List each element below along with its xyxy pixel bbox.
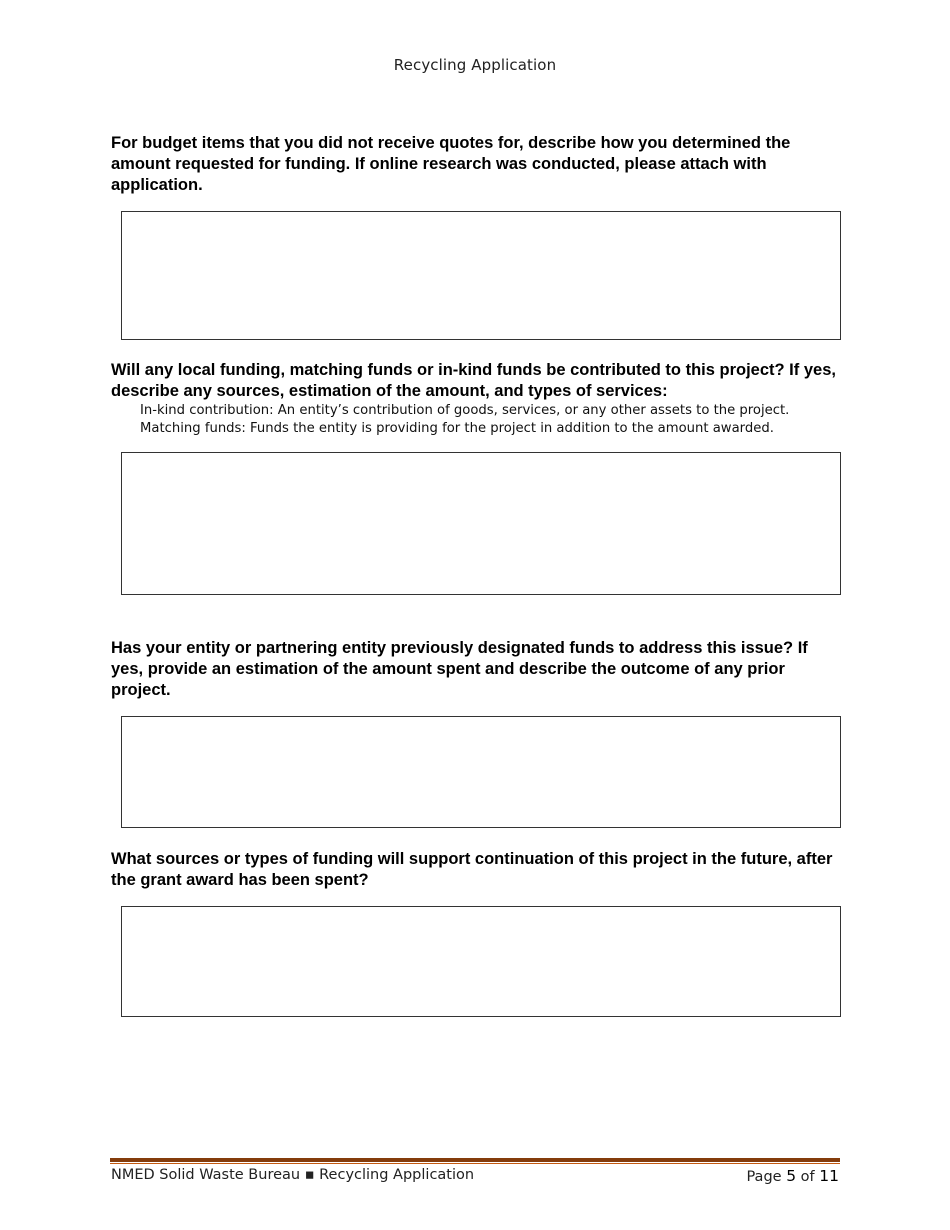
note-matching-funds: Matching funds: Funds the entity is providing for the project in addition to the amount awarded. [140, 421, 774, 436]
page-number [746, 1167, 839, 1185]
answer-field-budget-determination[interactable] [121, 211, 841, 340]
question-local-funding: Will any local funding, matching funds or in-kind funds be contributed to this project? If yes, describe any sources, estimation of the amount, and types of services: [111, 361, 836, 400]
question-future-funding: What sources or types of funding will support continuation of this project in the future, after the grant award has been spent? [111, 850, 833, 889]
answer-field-previous-funds[interactable] [121, 716, 841, 828]
footer-rule [110, 1158, 840, 1162]
answer-field-future-funding[interactable] [121, 906, 841, 1017]
question-previous-funds: Has your entity or partnering entity previously designated funds to address this issue? If yes, provide an estimation of the amount spent and describe the outcome of any prior project. [111, 639, 808, 699]
footer-rule-thin [110, 1163, 840, 1164]
answer-field-local-funding[interactable] [121, 452, 841, 595]
page-current: 5 [786, 1167, 797, 1185]
note-in-kind-contribution: In-kind contribution: An entity’s contribution of goods, services, or any other assets to the project. [140, 403, 790, 418]
question-budget-determination: For budget items that you did not receive quotes for, describe how you determined the amount requested for funding. If online research was conducted, please attach with application. [111, 134, 791, 194]
page-total: 11 [819, 1167, 839, 1185]
page-of-label: of [800, 1169, 815, 1185]
page-header: Recycling Application [393, 56, 557, 74]
footer-title: NMED Solid Waste Bureau ▪ Recycling Application [111, 1167, 475, 1183]
page-label: Page [746, 1169, 782, 1185]
